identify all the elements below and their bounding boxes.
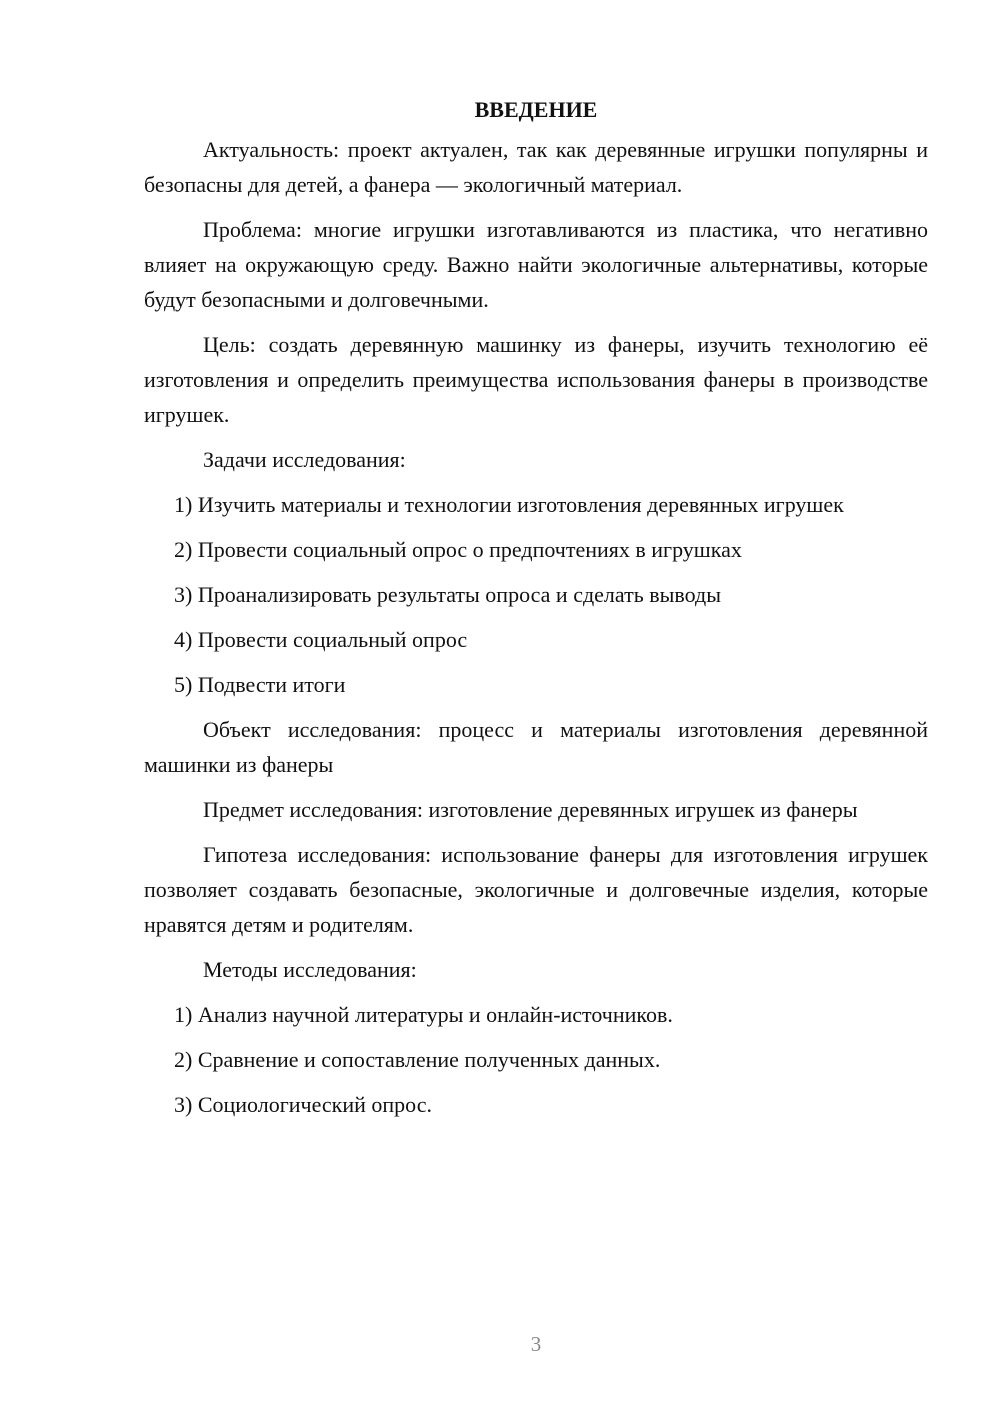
task-item: 2) Провести социальный опрос о предпочтениях в игрушках xyxy=(174,537,742,562)
tasks-heading: Задачи исследования: xyxy=(203,447,406,472)
methods-heading: Методы исследования: xyxy=(203,957,417,982)
subject-paragraph: Предмет исследования: изготовление деревянных игрушек из фанеры xyxy=(203,797,858,822)
method-item: 3) Социологический опрос. xyxy=(174,1092,432,1117)
section-title: ВВЕДЕНИЕ xyxy=(474,97,598,122)
task-item: 3) Проанализировать результаты опроса и сделать выводы xyxy=(174,582,721,607)
task-item: 4) Провести социальный опрос xyxy=(174,627,468,652)
page-content xyxy=(144,92,928,1132)
goal-paragraph: Цель: создать деревянную машинку из фанеры, изучить технологию её изготовления и определить преимущества использования фанеры в производстве игрушек. xyxy=(144,332,928,427)
method-item: 1) Анализ научной литературы и онлайн-источников. xyxy=(174,1002,673,1027)
task-item: 1) Изучить материалы и технологии изготовления деревянных игрушек xyxy=(174,492,844,517)
object-paragraph: Объект исследования: процесс и материалы изготовления деревянной машинки из фанеры xyxy=(144,717,928,777)
problem-paragraph: Проблема: многие игрушки изготавливаются из пластика, что негативно влияет на окружающую среду. Важно найти экологичные альтернативы, которые будут безопасными и долговечными. xyxy=(144,217,928,312)
hypothesis-paragraph: Гипотеза исследования: использование фанеры для изготовления игрушек позволяет создавать безопасные, экологичные и долговечные изделия, которые нравятся детям и родителям. xyxy=(144,842,928,937)
page-number: 3 xyxy=(530,1332,542,1356)
relevance-paragraph: Актуальность: проект актуален, так как деревянные игрушки популярны и безопасны для детей, а фанера — экологичный материал. xyxy=(144,137,928,197)
method-item: 2) Сравнение и сопоставление полученных данных. xyxy=(174,1047,661,1072)
task-item: 5) Подвести итоги xyxy=(174,672,346,697)
